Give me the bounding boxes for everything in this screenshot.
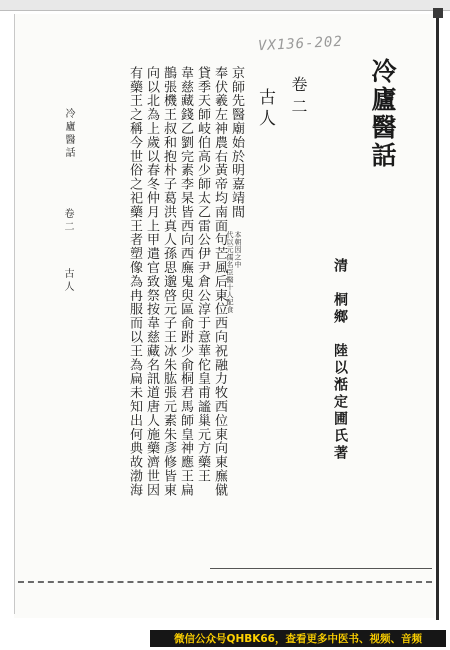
page-right-edge: [436, 10, 439, 620]
margin-volume: 卷二: [62, 208, 73, 234]
author-line: 清 桐鄉 陸以湉定圃氏著: [332, 258, 348, 462]
watermark-banner: 微信公众号QHBK66，查看更多中医书、视频、音频: [150, 630, 446, 647]
body-column-4: 韋慈藏錢乙劉完素李杲皆西向西廡鬼臾區俞跗少俞桐君馬師皇神應王扁: [178, 66, 193, 497]
body-column-6: 向以北為上歲以春冬仲月上甲遣官致祭按韋慈藏名訊道唐人施藥濟世因: [144, 66, 159, 497]
page-corner-mark: [433, 8, 443, 18]
section-title: 古人: [255, 88, 275, 130]
margin-title: 冷廬醫話: [63, 108, 74, 160]
inline-note-1: 代以元儒名臣醫十人配食: [226, 231, 234, 314]
viewer-toolbar: [0, 0, 450, 11]
inline-note-2: 本朝因之中: [234, 231, 242, 269]
page-left-edge: [14, 14, 15, 614]
catalog-number: VX136-202: [257, 33, 344, 55]
body-column-5: 鵲張機王叔和抱朴子葛洪真人孫思邈啓元子王冰朱肱張元素朱彥修皆東: [161, 66, 176, 497]
body-column-3: 貸季天師岐伯高少師太乙雷公伊尹倉公淳于意華佗皇甫謐巢元方藥王: [195, 66, 210, 483]
margin-section: 古人: [62, 268, 73, 294]
page-dashed-rule: [18, 581, 432, 583]
body-column-1: 京師先醫廟始於明嘉靖間: [229, 66, 244, 219]
body-column-2: 奉伏羲左神農右黃帝均南面句芒風后東位西向祝融力牧西位東向東廡僦: [212, 66, 227, 497]
book-title: 冷廬醫話: [368, 58, 397, 170]
volume-label: 卷二: [289, 76, 308, 120]
page-bottom-rule: [210, 568, 432, 569]
body-column-7: 有藥王之稱今世俗之祀藥王者塑像為冉服而以王為扁未知出何典故渤海: [127, 66, 142, 497]
